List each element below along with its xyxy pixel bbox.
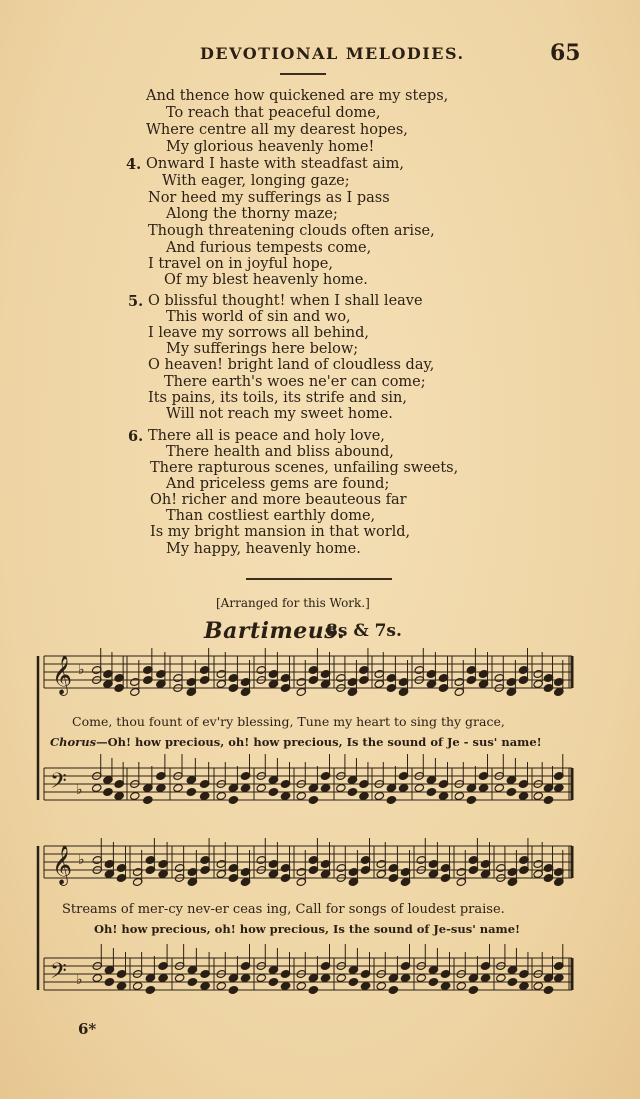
note-head: [416, 973, 426, 982]
arranged-note: [Arranged for this Work.]: [216, 596, 370, 610]
note-head: [543, 985, 553, 994]
verse-line: And thence how quickened are my steps,: [146, 88, 449, 104]
verse-line: Will not reach my sweet home.: [166, 406, 393, 422]
verse-line: There health and bliss abound,: [166, 444, 394, 460]
verse-line: Is my bright mansion in that world,: [150, 524, 411, 540]
note-head: [386, 795, 396, 804]
verse-line: Onward I haste with steadfast aim,: [146, 156, 405, 172]
note-head: [428, 977, 438, 986]
note-head: [554, 973, 564, 982]
running-title: DEVOTIONAL MELODIES.: [200, 44, 465, 63]
system1-lyric: Come, thou fount of ev'ry blessing, Tune my heart to sing thy grace,: [72, 714, 505, 729]
note-head: [320, 973, 330, 982]
note-head: [440, 981, 450, 990]
note-head: [533, 981, 543, 990]
verse-line: There rapturous scenes, unfailing sweets,: [150, 460, 459, 476]
system2-chorus: Oh! how precious, oh! how precious, Is the sound of Je-sus' name!: [94, 922, 521, 936]
note-head: [216, 981, 226, 990]
note-head: [103, 787, 113, 796]
note-head: [348, 977, 358, 986]
note-head: [496, 973, 506, 982]
note-head: [174, 973, 184, 982]
note-head: [114, 791, 124, 800]
system1-chorus: [50, 735, 542, 749]
verse-line: And priceless gems are found;: [166, 476, 390, 492]
note-head: [143, 795, 153, 804]
note-head: [145, 985, 155, 994]
verse-line: Oh! richer and more beauteous far: [150, 492, 407, 508]
verse-line: I leave my sorrows all behind,: [148, 325, 369, 341]
note-head: [426, 787, 436, 796]
note-head: [268, 787, 278, 796]
verse-line: Along the thorny maze;: [166, 206, 338, 222]
note-head: [187, 977, 197, 986]
verse-line: Though threatening clouds often arise,: [148, 223, 435, 239]
note-head: [308, 985, 318, 994]
verse-line: Than costliest earthly dome,: [166, 508, 376, 524]
note-head: [336, 783, 346, 792]
note-head: [256, 973, 266, 982]
note-head: [376, 981, 386, 990]
note-head: [92, 973, 102, 982]
note-head: [91, 783, 101, 792]
verse-line: Nor heed my sufferings as I pass: [148, 190, 390, 206]
verse-line: There earth's woes ne'er can come;: [164, 374, 426, 390]
system2-lyric: Streams of mer-cy nev-er ceas ing, Call for songs of loudest praise.: [62, 902, 505, 917]
note-head: [228, 795, 238, 804]
note-head: [347, 787, 357, 796]
note-head: [543, 795, 553, 804]
note-head: [200, 981, 210, 990]
verse-line: Of my blest heavenly home.: [164, 272, 368, 288]
note-head: [130, 791, 140, 800]
verse-line: My happy, heavenly home.: [166, 541, 361, 557]
note-head: [507, 977, 517, 986]
note-head: [216, 791, 226, 800]
verse-line: Its pains, its toils, its strife and sin,: [148, 390, 407, 406]
verse-line: And furious tempests come,: [166, 240, 372, 256]
verse-line: My sufferings here below;: [166, 341, 359, 357]
bass-clef: 𝄢: [50, 959, 67, 989]
page-number: 65: [550, 40, 581, 66]
note-head: [296, 791, 306, 800]
note-head: [506, 787, 516, 796]
note-head: [519, 981, 529, 990]
note-head: [116, 981, 126, 990]
note-head: [359, 791, 369, 800]
note-head: [228, 985, 238, 994]
note-head: [336, 973, 346, 982]
note-head: [240, 783, 250, 792]
note-head: [280, 981, 290, 990]
verse-line: This world of sin and wo,: [166, 309, 351, 325]
note-head: [173, 783, 183, 792]
note-head: [308, 795, 318, 804]
note-head: [104, 977, 114, 986]
verse-line: O blissful thought! when I shall leave: [148, 293, 423, 309]
flat-sign: ♭: [78, 662, 85, 678]
verse-line: My glorious heavenly home!: [166, 139, 375, 155]
chorus-label: Chorus: [50, 735, 97, 749]
chorus-text: —Oh! how precious, oh! how precious, Is the sound of Je - sus' name!: [96, 735, 542, 749]
note-head: [466, 795, 476, 804]
note-head: [533, 791, 543, 800]
note-head: [186, 787, 196, 796]
note-head: [256, 783, 266, 792]
verse-line: O heaven! bright land of cloudless day,: [148, 357, 435, 373]
treble-clef: 𝄞: [52, 845, 73, 885]
note-head: [554, 783, 564, 792]
signature-mark: 6*: [78, 1020, 97, 1038]
flat-sign: ♭: [76, 972, 83, 988]
note-head: [438, 791, 448, 800]
note-head: [360, 981, 370, 990]
bass-clef: 𝄢: [50, 769, 67, 799]
note-head: [158, 973, 168, 982]
treble-clef: 𝄞: [52, 655, 73, 695]
note-head: [199, 791, 209, 800]
flat-sign: ♭: [76, 782, 83, 798]
verse-line: There all is peace and holy love,: [148, 428, 385, 444]
stanza-number: 6.: [128, 428, 144, 445]
note-head: [480, 973, 490, 982]
note-head: [456, 981, 466, 990]
note-head: [454, 791, 464, 800]
note-head: [468, 985, 478, 994]
note-head: [132, 981, 142, 990]
note-head: [414, 783, 424, 792]
flat-sign: ♭: [78, 852, 85, 868]
note-head: [320, 783, 330, 792]
note-head: [280, 791, 290, 800]
verse-line: To reach that peaceful dome,: [166, 105, 381, 121]
note-head: [398, 783, 408, 792]
tune-name: Bartimeus.: [204, 618, 346, 644]
stanza-number: 4.: [126, 156, 142, 173]
note-head: [400, 973, 410, 982]
verse-line: I travel on in joyful hope,: [148, 256, 333, 272]
note-head: [374, 791, 384, 800]
stanza-number: 5.: [128, 293, 144, 310]
note-head: [268, 977, 278, 986]
note-head: [156, 783, 166, 792]
tune-meter: 8s & 7s.: [326, 621, 402, 641]
verse-line: Where centre all my dearest hopes,: [146, 122, 408, 138]
note-head: [296, 981, 306, 990]
note-head: [518, 791, 528, 800]
note-head: [240, 973, 250, 982]
verse-line: With eager, longing gaze;: [162, 173, 350, 189]
note-head: [494, 783, 504, 792]
note-head: [478, 783, 488, 792]
note-head: [388, 985, 398, 994]
